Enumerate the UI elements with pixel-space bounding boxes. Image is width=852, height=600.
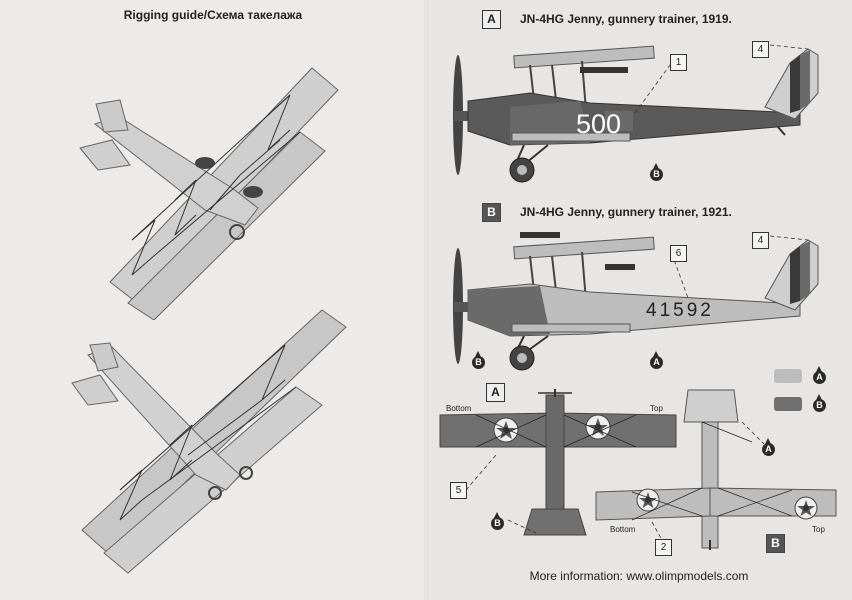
color-key-pin-b: B	[813, 399, 826, 412]
scheme-a-side-profile	[440, 35, 830, 185]
scheme-a-pin-b: B	[650, 168, 663, 181]
color-swatch-light-grey	[774, 369, 802, 383]
scheme-a-serial: 500	[576, 109, 622, 139]
scheme-b-callout-4: 4	[752, 232, 769, 249]
rigging-guide-title: Rigging guide/Схема такелажа	[123, 8, 303, 22]
scheme-b-callout-6: 6	[670, 245, 687, 262]
scheme-a-letter: A	[482, 10, 501, 29]
scheme-a-callout-1: 1	[670, 54, 687, 71]
footer-more-information: More information: www.olimpmodels.com	[529, 569, 749, 583]
wing-view-b-top-label: Top	[812, 525, 825, 534]
scheme-b-pin-b: B	[472, 356, 485, 369]
scheme-a-title: JN-4HG Jenny, gunnery trainer, 1919.	[520, 12, 732, 26]
wing-view-b-bottom-label: Bottom	[610, 525, 636, 534]
rigging-bottom-view-illustration	[0, 305, 426, 595]
wing-view-a-callout-5: 5	[450, 482, 467, 499]
scheme-b-letter: B	[482, 203, 501, 222]
wing-view-a-bottom-label: Bottom	[446, 404, 472, 413]
scheme-b-title: JN-4HG Jenny, gunnery trainer, 1921.	[520, 205, 732, 219]
wing-view-b-pin-a: A	[762, 443, 775, 456]
scheme-b-side-profile	[440, 228, 830, 373]
color-key-pin-a: A	[813, 371, 826, 384]
wing-view-b-callout-2: 2	[655, 539, 672, 556]
wing-view-b-letter: B	[766, 534, 785, 553]
wing-view-a-letter: A	[486, 383, 505, 402]
wing-view-b-plan	[592, 382, 842, 552]
wing-view-a-pin-b: B	[491, 517, 504, 530]
scheme-b-serial: 41592	[646, 300, 714, 321]
scheme-b-pin-a: A	[650, 356, 663, 369]
scheme-a-callout-4: 4	[752, 41, 769, 58]
rigging-top-view-illustration	[0, 20, 426, 320]
wing-view-a-top-label: Top	[650, 404, 663, 413]
